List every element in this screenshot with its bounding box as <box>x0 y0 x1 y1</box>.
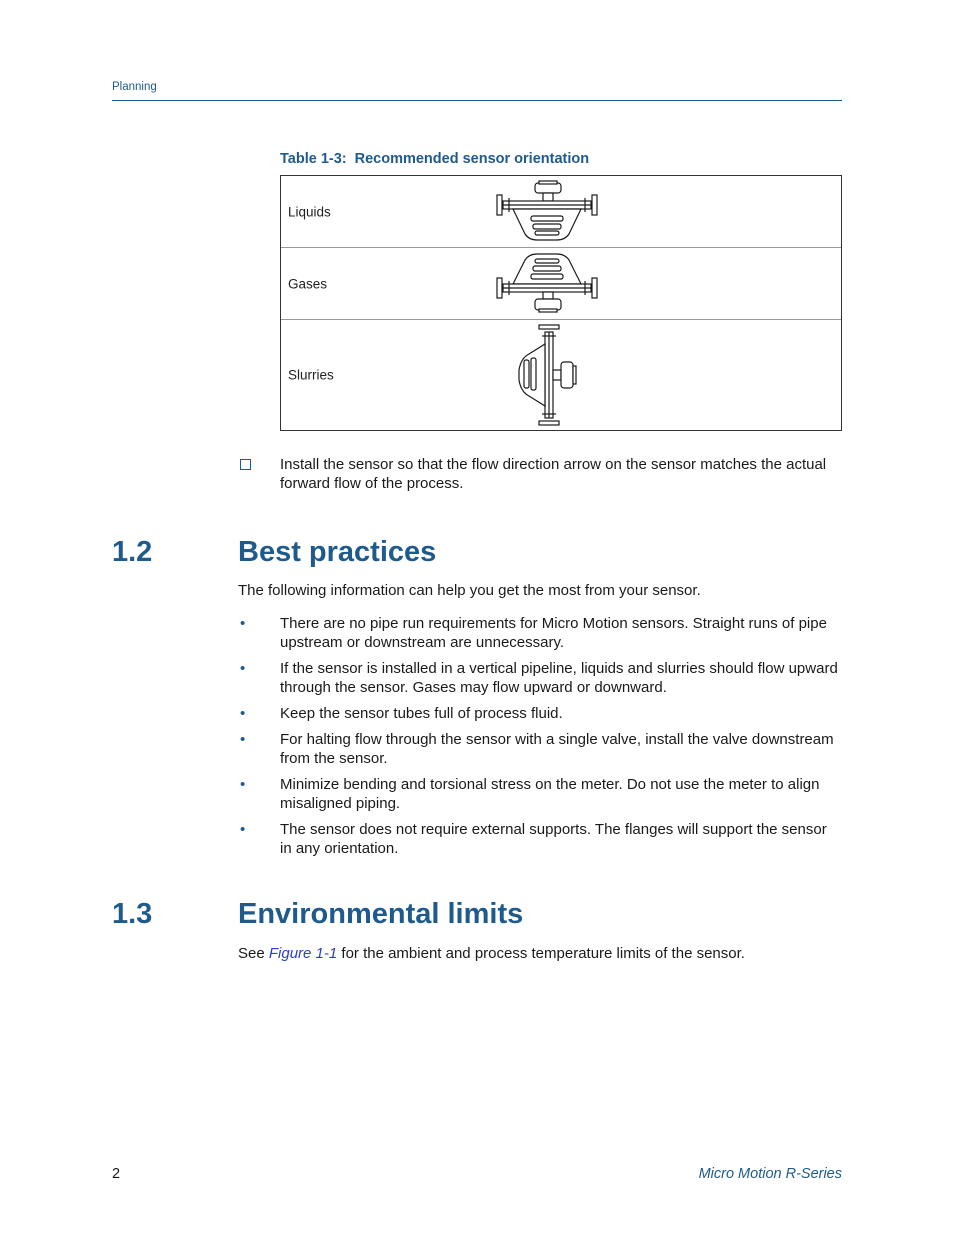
row-label-gases: Gases <box>288 276 328 291</box>
list-item: • There are no pipe run requirements for Micro Motion sensors. Straight runs of pipe upstream or downstream are unnecessary. <box>240 615 827 651</box>
section-title: Environmental limits <box>238 898 524 930</box>
list-item: • For halting flow through the sensor with a single valve, install the valve downstream from the sensor. <box>240 731 834 767</box>
bullet-icon: • <box>240 731 246 748</box>
list-item: • Minimize bending and torsional stress on the meter. Do not use the meter to align misaligned piping. <box>240 776 820 812</box>
bullet-icon: • <box>240 660 246 677</box>
orientation-table <box>280 175 842 431</box>
list-item: • If the sensor is installed in a vertical pipeline, liquids and slurries should flow upward through the sensor. Gases may flow upward or downward. <box>240 660 838 696</box>
running-header: Planning <box>112 81 157 93</box>
sensor-tubes-down-icon <box>495 176 599 253</box>
table-caption-title: Recommended sensor orientation <box>354 151 590 167</box>
environmental-limits-text: See Figure 1-1 for the ambient and process temperature limits of the sensor. <box>238 945 745 962</box>
section-intro: The following information can help you get the most from your sensor. <box>238 582 701 599</box>
sensor-vertical-flag-icon <box>495 320 599 435</box>
bullet-icon: • <box>240 615 246 632</box>
bullet-icon: • <box>240 821 246 838</box>
bullet-icon: • <box>240 705 246 722</box>
row-label-liquids: Liquids <box>288 204 331 219</box>
list-item: • Keep the sensor tubes full of process fluid. <box>240 705 563 722</box>
header-rule <box>112 100 842 101</box>
table-caption-number: Table 1-3: <box>280 151 347 167</box>
bullet-icon: • <box>240 776 246 793</box>
table-row <box>281 320 841 430</box>
checkbox-icon <box>240 459 251 470</box>
section-title: Best practices <box>238 536 437 568</box>
list-item: • The sensor does not require external supports. The flanges will support the sensor in any orientation. <box>240 821 827 857</box>
row-label-slurries: Slurries <box>288 367 334 383</box>
best-practices-list <box>238 614 842 865</box>
section-number: 1.2 <box>112 536 153 568</box>
page-number: 2 <box>112 1166 121 1182</box>
footer-doc-title: Micro Motion R-Series <box>698 1166 842 1182</box>
table-row <box>281 176 841 248</box>
figure-link[interactable]: Figure 1-1 <box>268 945 338 962</box>
sensor-tubes-up-icon <box>495 248 599 325</box>
table-caption <box>280 151 589 167</box>
table-row <box>281 248 841 320</box>
section-number: 1.3 <box>112 898 153 930</box>
checklist-item-text: Install the sensor so that the flow direction arrow on the sensor matches the actual forward flow of the process. <box>280 456 827 492</box>
